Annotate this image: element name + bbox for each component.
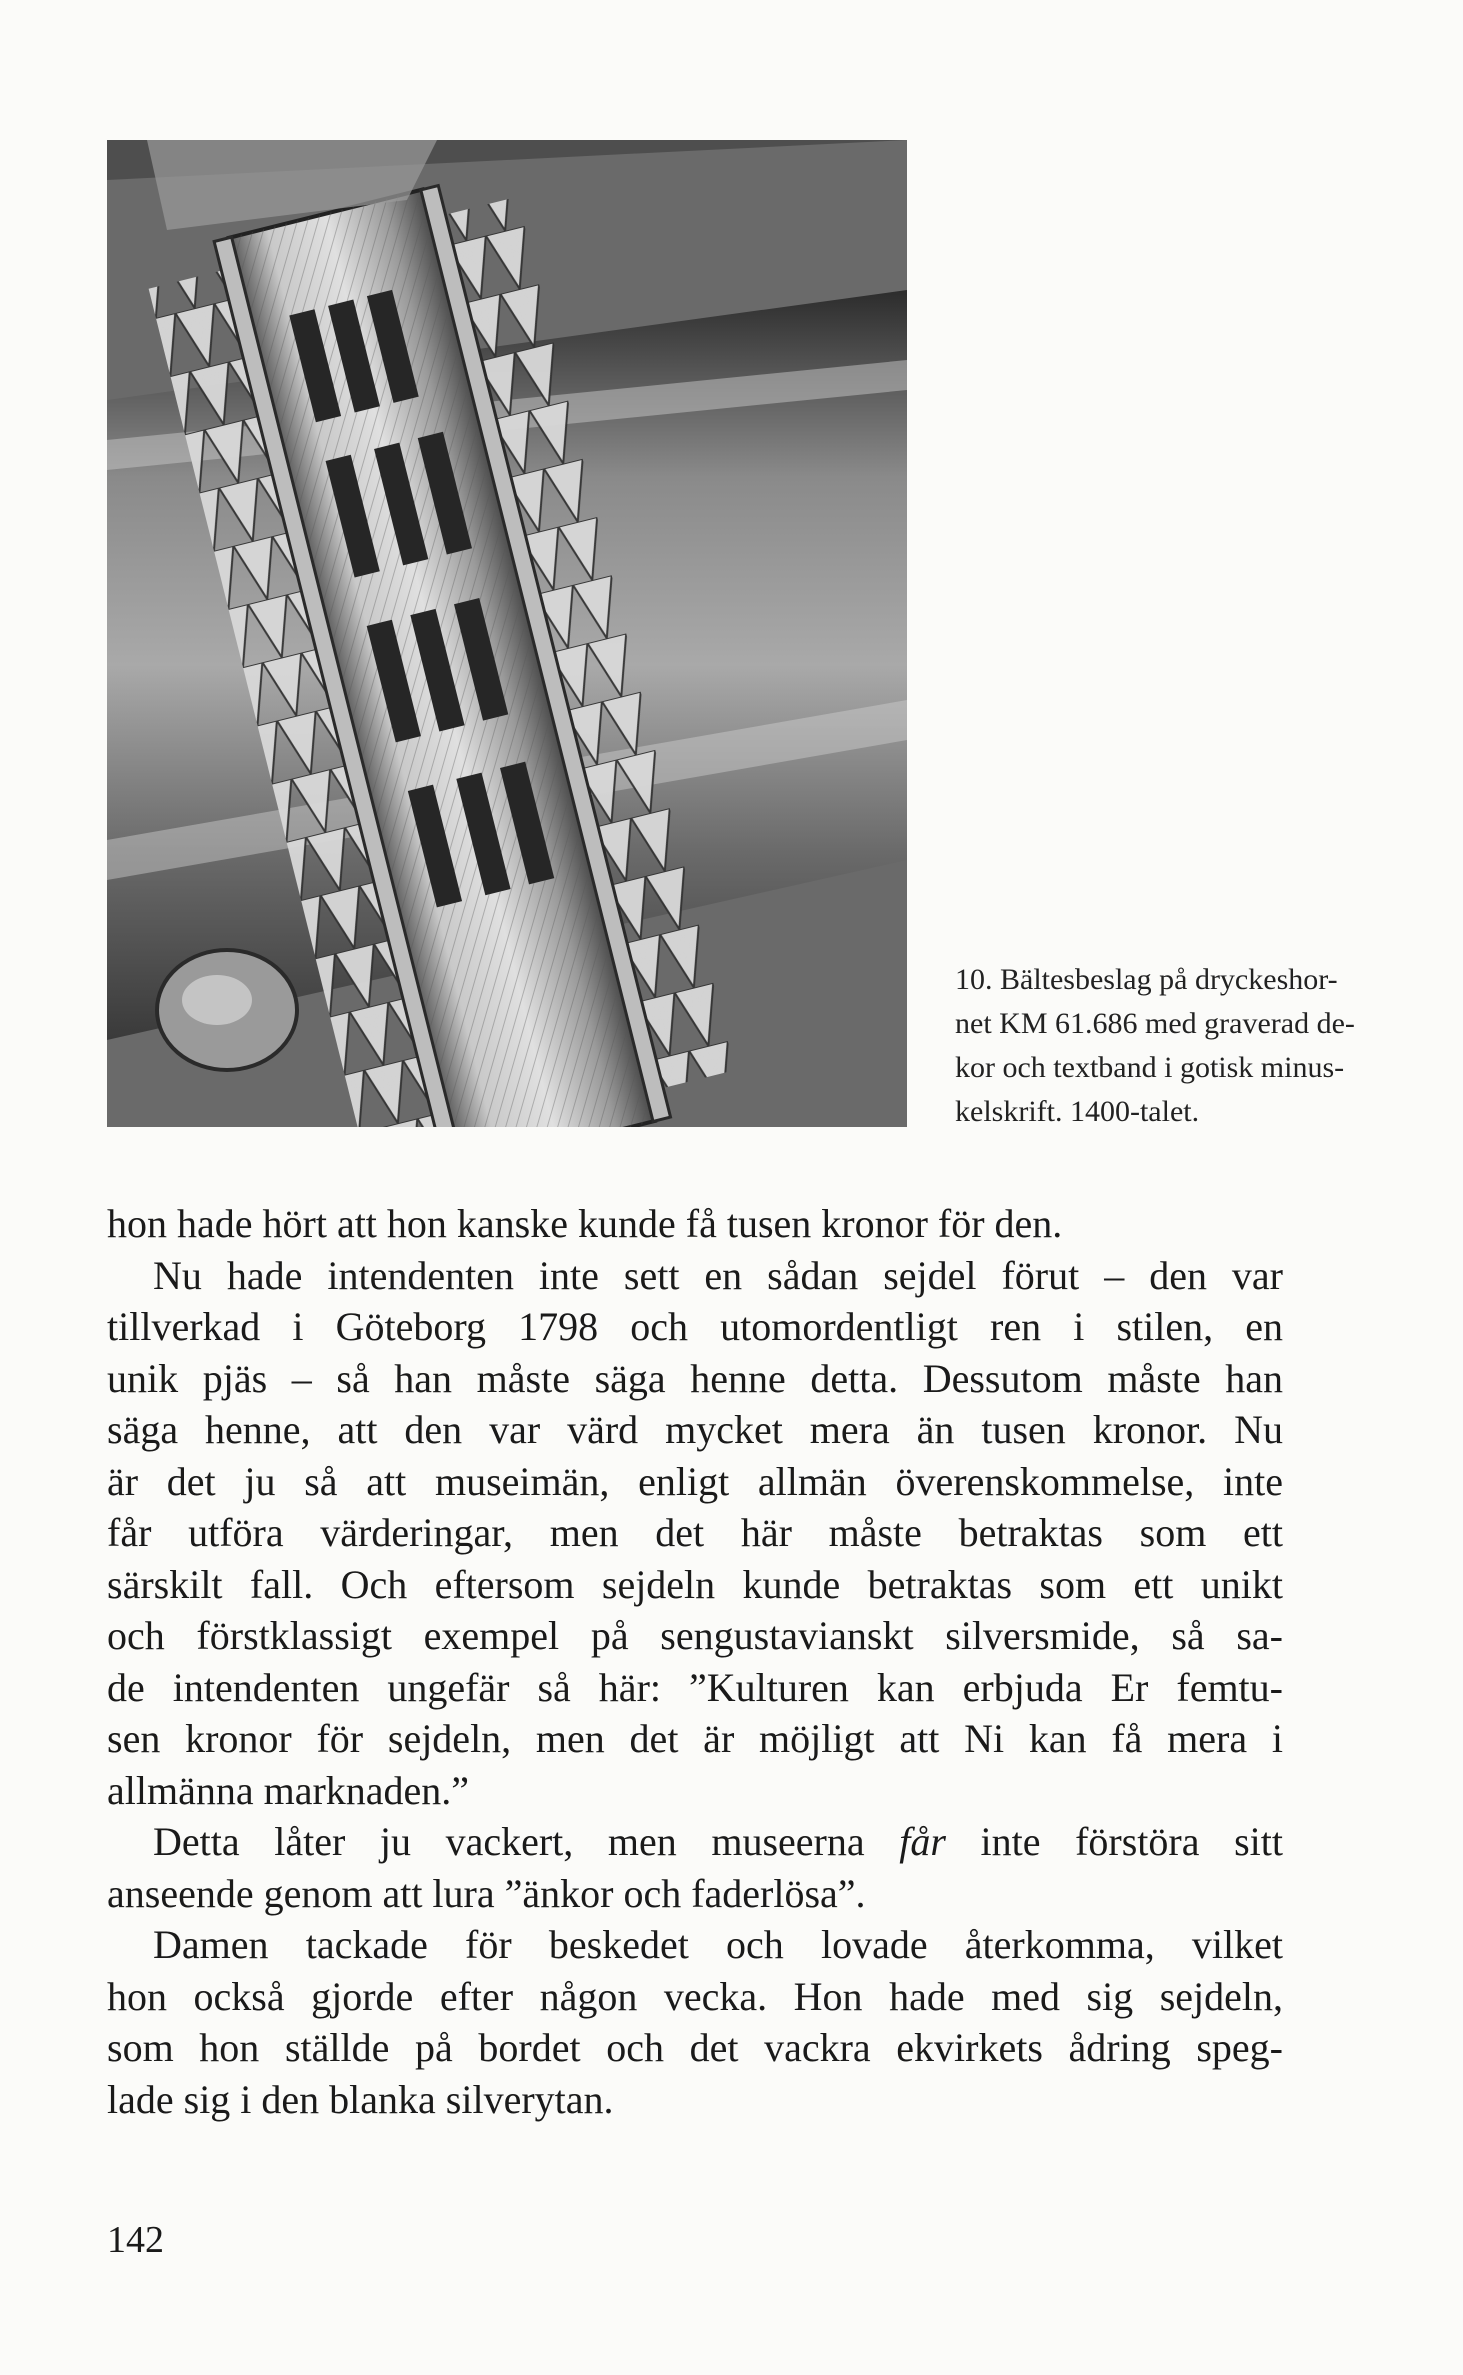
- drinking-horn-illustration: [107, 140, 907, 1127]
- caption-line: 10. Bältesbeslag på dryckeshor-: [955, 963, 1338, 996]
- text-line: Detta låter ju vackert, men museerna får inte förstöra sitt: [153, 1819, 1283, 1864]
- text-line: är det ju så att museimän, enligt allmän överenskommelse, inte: [107, 1458, 1283, 1504]
- text-line: de intendenten ungefär så här: ”Kulturen kan erbjuda Er femtu-: [107, 1664, 1283, 1710]
- drinking-horn-photo: [107, 140, 907, 1127]
- text-line: lade sig i den blanka silverytan.: [107, 2076, 614, 2122]
- text-line: tillverkad i Göteborg 1798 och utomordentligt ren i stilen, en: [107, 1304, 1283, 1349]
- text-line: särskilt fall. Och eftersom sejdeln kunde betraktas som ett unikt: [107, 1561, 1283, 1607]
- body-text: [107, 1198, 1283, 2125]
- text-line: hon hade hört att hon kanske kunde få tusen kronor för den.: [107, 1201, 1063, 1246]
- text-line: Nu hade intendenten inte sett en sådan sejdel förut – den var: [153, 1252, 1283, 1298]
- paragraph: [107, 1919, 1283, 2125]
- text-line: unik pjäs – så han måste säga henne detta. Dessutom måste han: [107, 1355, 1283, 1401]
- text-line: säga henne, att den var värd mycket mera än tusen kronor. Nu: [107, 1407, 1283, 1452]
- caption-line: kor och textband i gotisk minus-: [955, 1051, 1345, 1084]
- caption-line: kelskrift. 1400-talet.: [955, 1095, 1200, 1128]
- text-line: allmänna marknaden.”: [107, 1767, 470, 1813]
- figure-caption: [955, 958, 1395, 1134]
- emphasized-word: får: [899, 1819, 946, 1864]
- caption-line: net KM 61.686 med graverad de-: [955, 1007, 1355, 1040]
- text-line: som hon ställde på bordet och det vackra ekvirkets ådring speg-: [107, 2025, 1283, 2070]
- paragraph: [107, 1816, 1283, 1919]
- text-line: sen kronor för sejdeln, men det är möjligt att Ni kan få mera i: [107, 1716, 1283, 1761]
- text-line: anseende genom att lura ”änkor och faderlösa”.: [107, 1870, 866, 1916]
- paragraph: [107, 1198, 1283, 1250]
- text-line: och förstklassigt exempel på sengustavianskt silversmide, så sa-: [107, 1613, 1283, 1658]
- text-line: Damen tackade för beskedet och lovade återkomma, vilket: [153, 1922, 1283, 1967]
- page-number: 142: [107, 2219, 164, 2261]
- text-line: får utföra värderingar, men det här måste betraktas som ett: [107, 1510, 1283, 1555]
- text-line: hon också gjorde efter någon vecka. Hon hade med sig sejdeln,: [107, 1973, 1283, 2019]
- paragraph: [107, 1250, 1283, 1817]
